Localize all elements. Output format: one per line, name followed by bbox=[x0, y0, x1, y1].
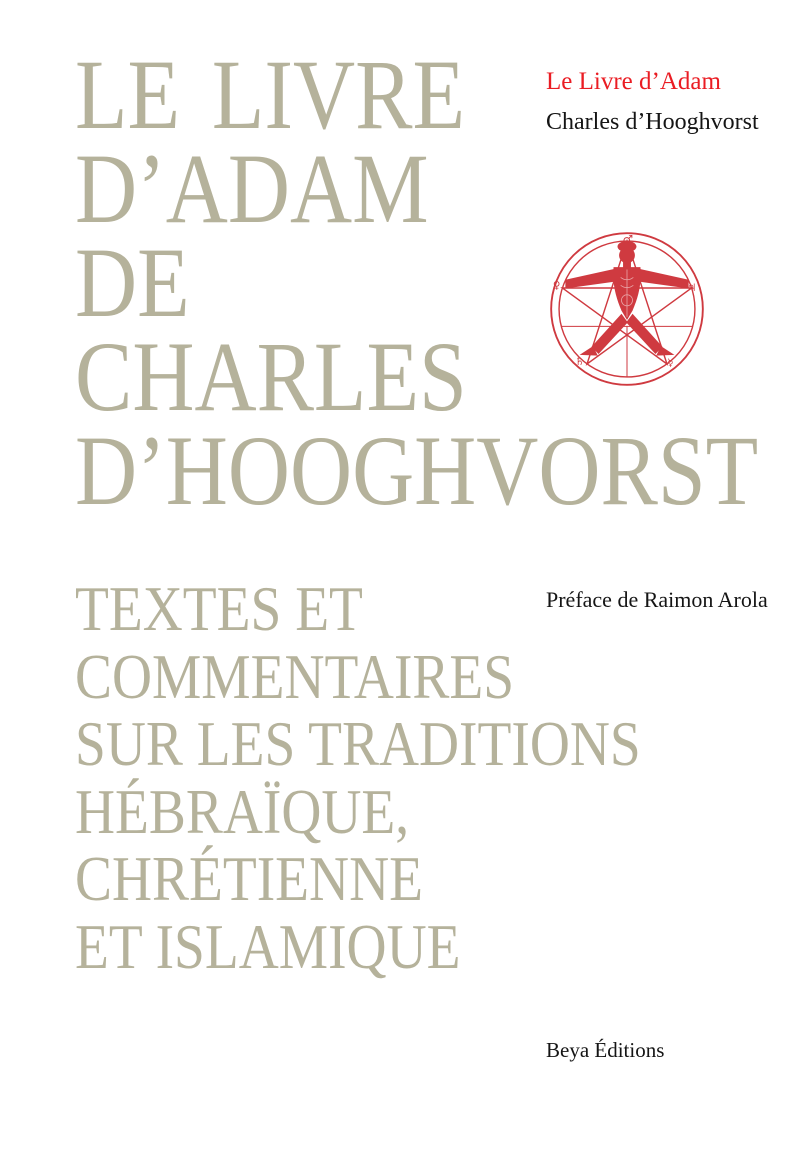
subtitle-line-3: SUR LES TRADITIONS bbox=[75, 709, 641, 779]
preface-credit: Préface de Raimon Arola bbox=[546, 587, 768, 612]
jupiter-symbol-icon: ♃ bbox=[687, 281, 697, 294]
subtitle-line-5: CHRÉTIENNE bbox=[75, 844, 423, 914]
venus-symbol-icon: ♀ bbox=[552, 279, 561, 292]
title-line-1: LE LIVRE bbox=[75, 39, 466, 150]
title-line-2: D’ADAM bbox=[75, 133, 429, 244]
title-line-4: CHARLES bbox=[75, 321, 467, 432]
subtitle-line-6: ET ISLAMIQUE bbox=[75, 911, 461, 982]
series-title: Le Livre d’Adam bbox=[546, 68, 721, 95]
publisher-name: Beya Éditions bbox=[546, 1038, 665, 1062]
pentagram-man-icon bbox=[548, 230, 706, 388]
subtitle-line-4: HÉBRAÏQUE, bbox=[75, 776, 410, 847]
subtitle-line-1: TEXTES ET bbox=[75, 574, 363, 644]
title-line-5: D’HOOGHVORST bbox=[75, 415, 759, 526]
subtitle-line-2: COMMENTAIRES bbox=[75, 641, 515, 712]
author-name: Charles d’Hooghvorst bbox=[546, 109, 759, 135]
mercury-symbol-icon: ☿ bbox=[667, 356, 674, 369]
mars-symbol-icon: ♂ bbox=[622, 232, 634, 247]
saturn-symbol-icon: ♄ bbox=[574, 356, 585, 369]
title-line-3: DE bbox=[75, 227, 190, 338]
subtitle bbox=[75, 576, 718, 981]
